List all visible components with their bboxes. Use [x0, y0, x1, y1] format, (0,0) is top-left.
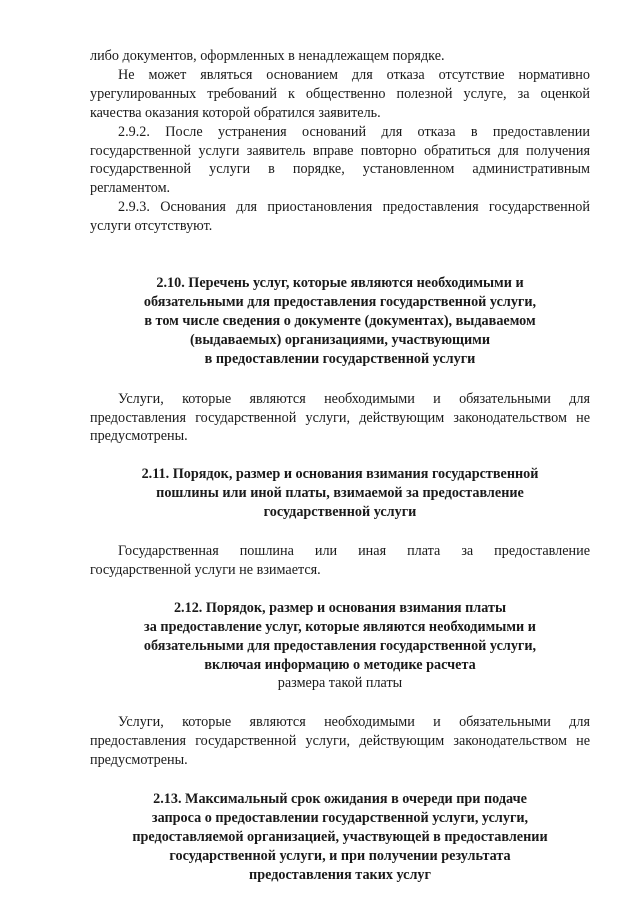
heading-line: государственной услуги, и при получении результата: [169, 847, 511, 864]
heading-line: (выдаваемых) организациями, участвующими: [189, 331, 491, 348]
heading-line: обязательными для предоставления государственной услуги,: [143, 293, 537, 310]
heading-2-11: [90, 465, 590, 522]
document-page: [90, 47, 590, 885]
heading-line: предоставления таких услуг: [249, 866, 431, 883]
intro-paragraph-continuation: либо документов, оформленных в ненадлежащем порядке.: [90, 48, 445, 64]
paragraph-2-9-2: 2.9.2. После устранения оснований для отказа в предоставлении государственной услуги заявитель вправе повторно обратиться для получения государственной услуги в порядке, установленном административным регламентом.: [90, 123, 590, 197]
heading-line: в том числе сведения о документе (документах), выдаваемом: [144, 312, 536, 329]
heading-line: включая информацию о методике расчета: [204, 656, 476, 673]
heading-line: 2.13. Максимальный срок ожидания в очереди при подаче: [153, 791, 527, 808]
heading-line: в предоставлении государственной услуги: [204, 350, 476, 367]
heading-line: 2.12. Порядок, размер и основания взимания платы: [173, 599, 507, 616]
heading-2-13: [90, 790, 590, 885]
heading-line: за предоставление услуг, которые являются необходимыми и: [144, 618, 536, 635]
heading-line: размера такой платы: [277, 675, 403, 692]
heading-line: пошлины или иной платы, взимаемой за предоставление: [156, 485, 524, 502]
heading-2-10: [90, 274, 590, 369]
paragraph-2-9-3: 2.9.3. Основания для приостановления предоставления государственной услуги отсутствуют.: [90, 199, 590, 235]
body-2-10: Услуги, которые являются необходимыми и обязательными для предоставления государственной услуги, действующим законодательством не предусмотрены.: [90, 390, 590, 445]
heading-line: государственной услуги: [263, 504, 417, 521]
heading-line: обязательными для предоставления государственной услуги,: [143, 637, 537, 654]
body-2-12: Услуги, которые являются необходимыми и обязательными для предоставления государственной услуги, действующим законодательством не предусмотрены.: [90, 714, 590, 769]
heading-line: предоставляемой организацией, участвующей в предоставлении: [132, 828, 548, 845]
heading-line: 2.11. Порядок, размер и основания взимания государственной: [141, 466, 539, 483]
heading-line: запроса о предоставлении государственной услуги, услуги,: [151, 810, 529, 826]
heading-line: 2.10. Перечень услуг, которые являются необходимыми и: [156, 275, 524, 292]
body-2-11-line-2: государственной услуги не взимается.: [90, 561, 321, 578]
body-2-11-line-1: Государственная пошлина или иная плата за предоставление: [118, 543, 590, 560]
heading-2-12: [90, 599, 590, 694]
intro-paragraph-refusal-note: Не может являться основанием для отказа отсутствие нормативно урегулированных требований к общественно полезной услуге, за оценкой качества оказания которой обратился заявитель.: [90, 66, 590, 121]
